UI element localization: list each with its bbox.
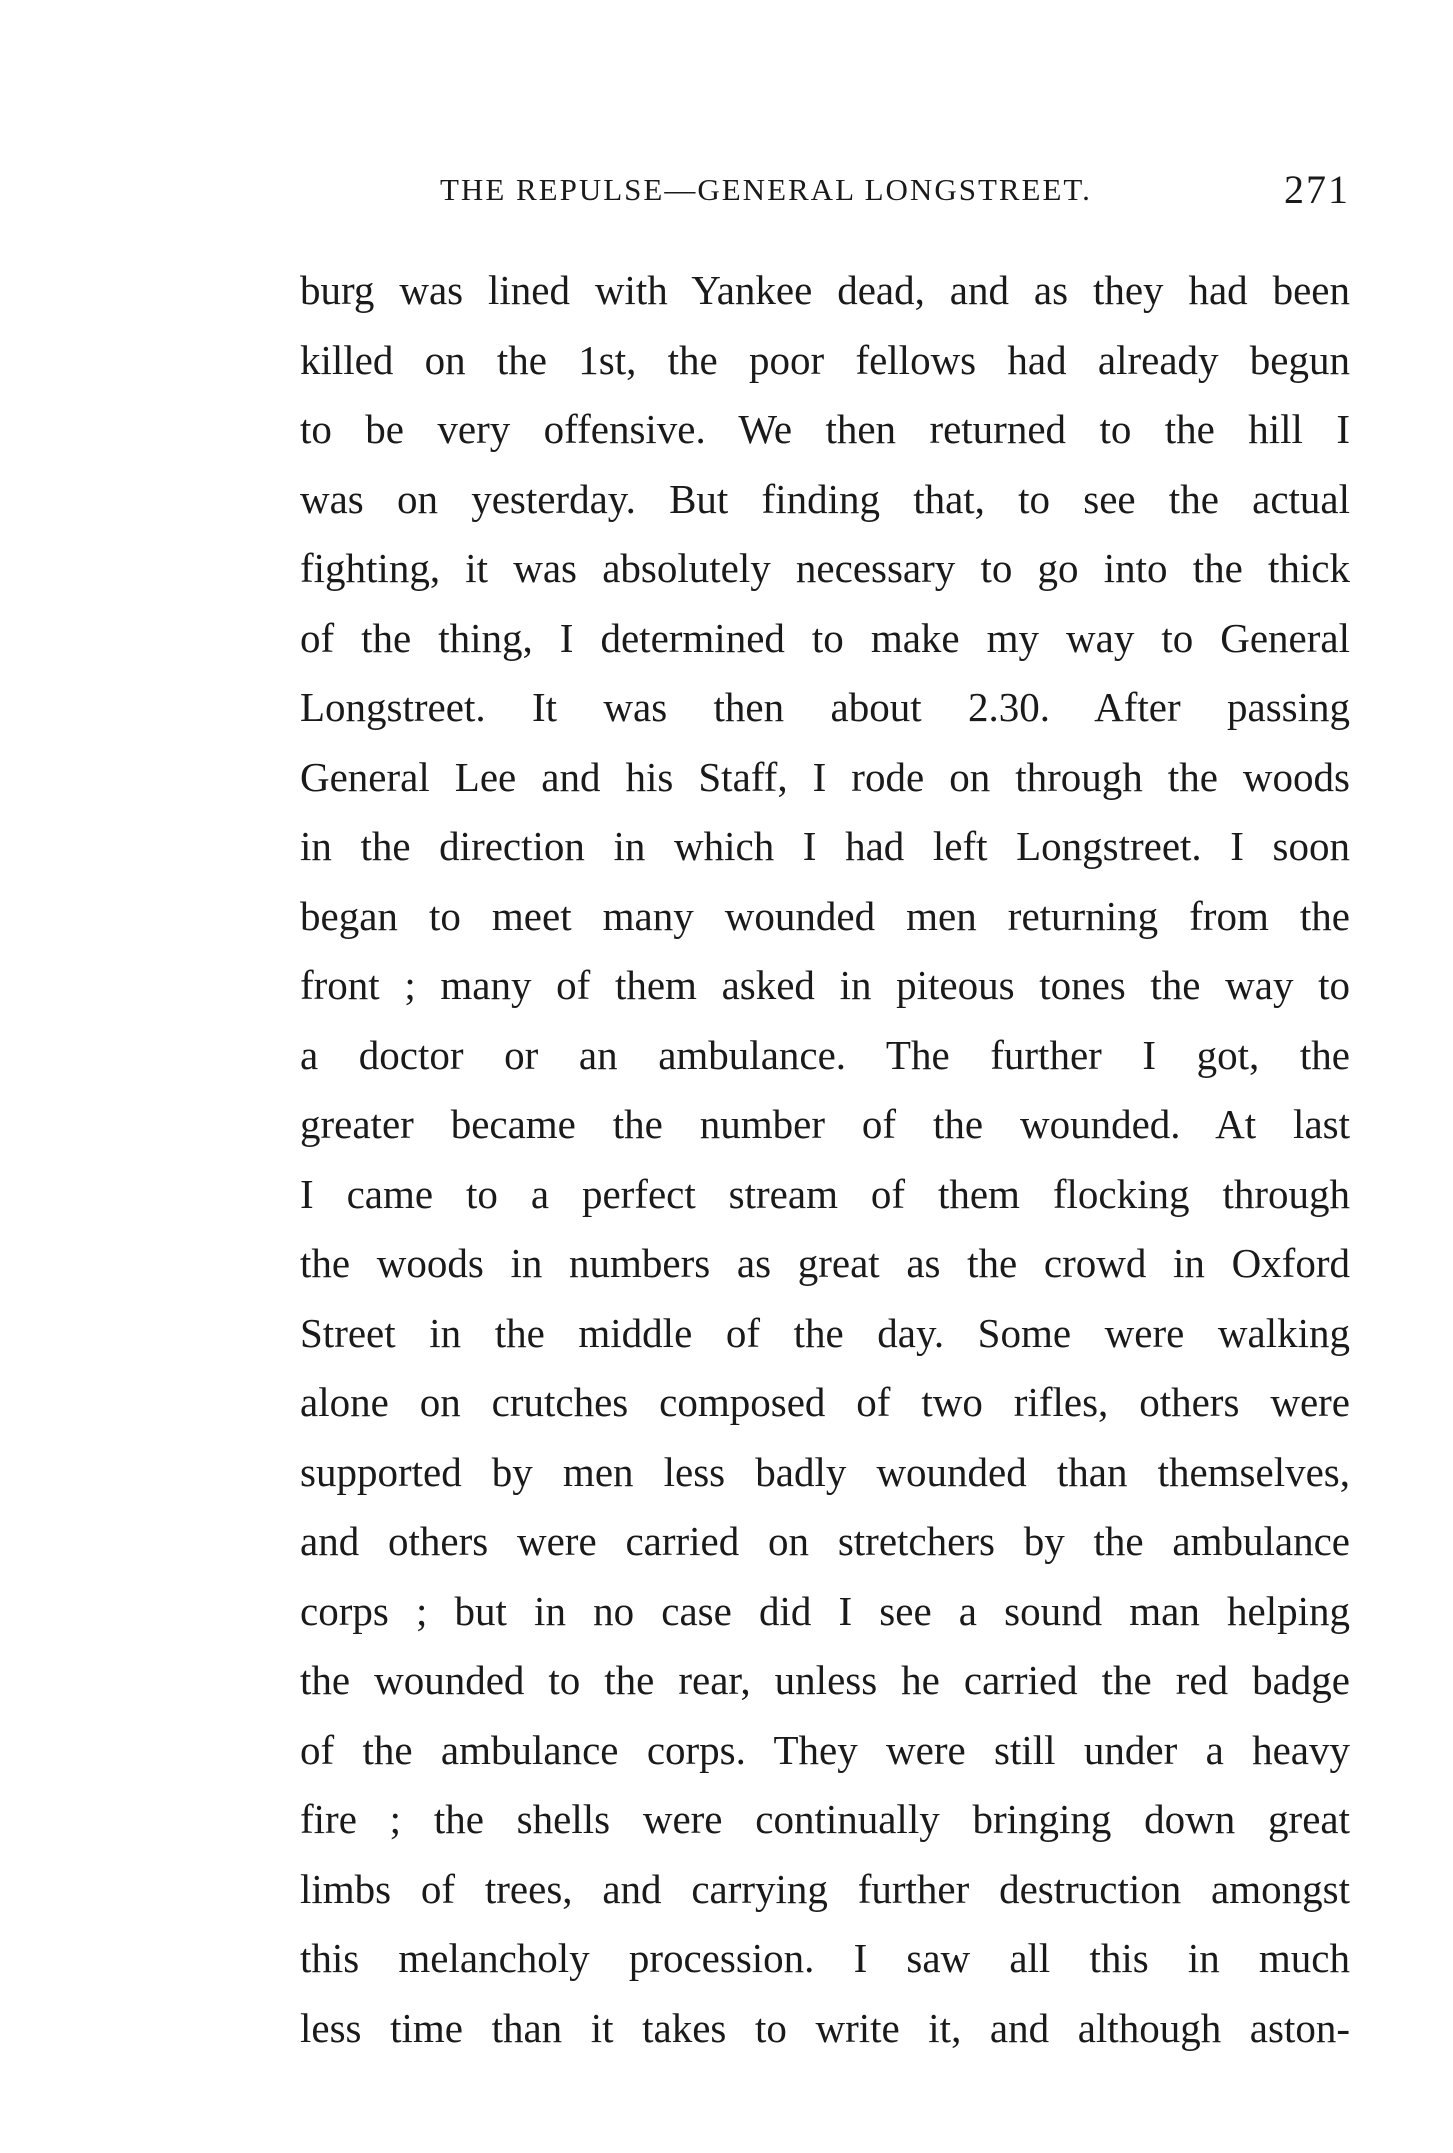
running-title: THE REPULSE—GENERAL LONGSTREET. xyxy=(440,172,1092,207)
text-line: fire ; the shells were continually bringing down great xyxy=(300,1796,1350,1842)
text-line: General Lee and his Staff, I rode on through the woods xyxy=(300,753,1350,800)
text-line: the woods in numbers as great as the crowd in Oxford xyxy=(300,1240,1350,1286)
text-line: to be very offensive. We then returned to the hill I xyxy=(300,406,1350,452)
text-line: supported by men less badly wounded than themselves, xyxy=(300,1448,1350,1495)
text-line: Longstreet. It was then about 2.30. After passing xyxy=(300,684,1350,730)
page-number: 271 xyxy=(1284,167,1350,212)
text-line: fighting, it was absolutely necessary to go into the thick xyxy=(300,545,1350,591)
text-line: alone on crutches composed of two rifles, others were xyxy=(300,1379,1350,1425)
text-line: the wounded to the rear, unless he carried the red badge xyxy=(300,1657,1350,1703)
running-head xyxy=(300,160,1350,220)
text-line: corps ; but in no case did I see a sound man helping xyxy=(300,1587,1350,1634)
text-line: of the ambulance corps. They were still under a heavy xyxy=(300,1726,1350,1773)
text-line: limbs of trees, and carrying further destruction amongst xyxy=(300,1865,1350,1912)
text-line: I came to a perfect stream of them flocking through xyxy=(300,1170,1350,1217)
text-line: a doctor or an ambulance. The further I got, the xyxy=(300,1031,1350,1078)
text-line: killed on the 1st, the poor fellows had already begun xyxy=(300,336,1350,383)
text-line: burg was lined with Yankee dead, and as they had been xyxy=(300,267,1350,313)
text-line: began to meet many wounded men returning from the xyxy=(300,892,1350,939)
text-line: was on yesterday. But finding that, to see the actual xyxy=(300,475,1350,522)
text-line: Street in the middle of the day. Some were walking xyxy=(300,1309,1350,1356)
text-line: and others were carried on stretchers by the ambulance xyxy=(300,1518,1350,1564)
text-line: less time than it takes to write it, and although aston- xyxy=(300,2004,1350,2051)
text-line: of the thing, I determined to make my way to General xyxy=(300,614,1350,661)
text-line: this melancholy procession. I saw all this in much xyxy=(300,1935,1350,1981)
text-line: greater became the number of the wounded. At last xyxy=(300,1101,1350,1147)
text-line: in the direction in which I had left Longstreet. I soon xyxy=(300,823,1350,869)
text-line: front ; many of them asked in piteous tones the way to xyxy=(300,962,1350,1008)
body-text xyxy=(300,256,1350,2063)
